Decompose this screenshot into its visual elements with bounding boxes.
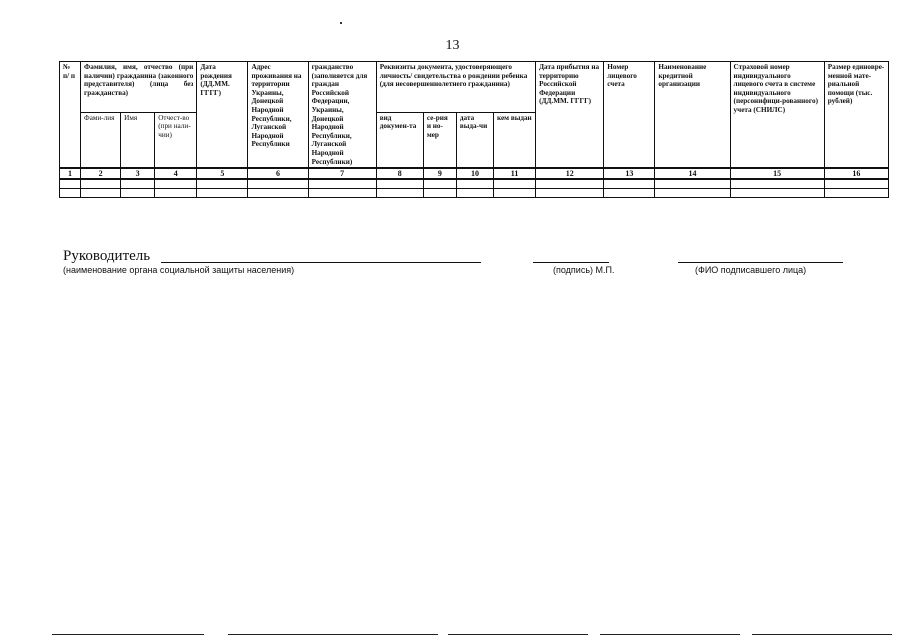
page-number: 13 bbox=[445, 38, 460, 53]
registry-table bbox=[59, 61, 889, 198]
table-cell-empty bbox=[456, 189, 493, 198]
table-cell-empty bbox=[730, 179, 824, 189]
column-number: 14 bbox=[655, 168, 730, 179]
header-cell-bank-name: Наименование кредитной организации bbox=[655, 62, 730, 169]
header-cell-surname: Фами-лия bbox=[81, 112, 121, 168]
table-cell-empty bbox=[824, 189, 888, 198]
table-cell-empty bbox=[376, 189, 423, 198]
scan-speck bbox=[340, 22, 342, 24]
column-number: 12 bbox=[536, 168, 604, 179]
column-number: 11 bbox=[493, 168, 535, 179]
header-row-top bbox=[60, 62, 889, 113]
header-cell-doc-type: вид докумен-та bbox=[376, 112, 423, 168]
table-cell-empty bbox=[121, 189, 155, 198]
table-row-empty bbox=[60, 189, 889, 198]
table-cell-empty bbox=[730, 189, 824, 198]
fio-line bbox=[678, 262, 843, 263]
head-title: Руководитель bbox=[63, 248, 151, 264]
header-cell-doc-date: дата выда-чи bbox=[456, 112, 493, 168]
column-number: 15 bbox=[730, 168, 824, 179]
org-name-caption: (наименование органа социальной защиты населения) bbox=[63, 265, 295, 275]
column-number: 13 bbox=[604, 168, 655, 179]
header-cell-address: Адрес проживания на территории Украины, Донецкой Народной Республики, Луганской Народной Республики bbox=[248, 62, 308, 169]
column-number: 5 bbox=[197, 168, 248, 179]
table-cell-empty bbox=[423, 179, 456, 189]
table-cell-empty bbox=[536, 189, 604, 198]
column-number: 1 bbox=[60, 168, 81, 179]
fio-caption: (ФИО подписавшего лица) bbox=[695, 265, 807, 275]
header-cell-doc-series: се-рия и но-мер bbox=[423, 112, 456, 168]
column-number: 9 bbox=[423, 168, 456, 179]
footer-rule bbox=[448, 634, 588, 635]
column-number: 16 bbox=[824, 168, 888, 179]
header-cell-snils: Страховой номер индивидуального лицевого счета в системе индивидуального (персонифици-рованного) учета (СНИЛС) bbox=[730, 62, 824, 169]
table-cell-empty bbox=[121, 179, 155, 189]
table-cell-empty bbox=[604, 189, 655, 198]
table-cell-empty bbox=[248, 179, 308, 189]
column-number: 2 bbox=[81, 168, 121, 179]
table-row-empty bbox=[60, 179, 889, 189]
table-cell-empty bbox=[197, 189, 248, 198]
header-cell-patronymic: Отчест-во (при нали-чии) bbox=[155, 112, 197, 168]
column-number: 10 bbox=[456, 168, 493, 179]
table-cell-empty bbox=[81, 179, 121, 189]
table-cell-empty bbox=[376, 179, 423, 189]
header-cell-account-number: Номер лицевого счета bbox=[604, 62, 655, 169]
footer-rule bbox=[600, 634, 740, 635]
table-cell-empty bbox=[423, 189, 456, 198]
table-cell-empty bbox=[197, 179, 248, 189]
column-number: 6 bbox=[248, 168, 308, 179]
column-number: 7 bbox=[308, 168, 376, 179]
header-cell-document: Реквизиты документа, удостоверяющего личность/ свидетельства о рождении ребенка (для несовершеннолетнего гражданина) bbox=[376, 62, 535, 113]
table-cell-empty bbox=[155, 179, 197, 189]
footer-rule bbox=[52, 634, 204, 635]
signature-caption: (подпись) М.П. bbox=[553, 265, 615, 275]
table-cell-empty bbox=[81, 189, 121, 198]
column-number: 8 bbox=[376, 168, 423, 179]
table-cell-empty bbox=[824, 179, 888, 189]
header-cell-doc-issuer: кем выдан bbox=[493, 112, 535, 168]
column-number: 4 bbox=[155, 168, 197, 179]
table-cell-empty bbox=[655, 179, 730, 189]
footer-rule bbox=[228, 634, 438, 635]
column-number: 3 bbox=[121, 168, 155, 179]
table-cell-empty bbox=[60, 179, 81, 189]
table-cell-empty bbox=[155, 189, 197, 198]
signature-line bbox=[533, 262, 609, 263]
column-number-row bbox=[60, 168, 889, 179]
header-cell-birthdate: Дата рождения (ДД.ММ. ГГГГ) bbox=[197, 62, 248, 169]
table-cell-empty bbox=[308, 179, 376, 189]
table-cell-empty bbox=[456, 179, 493, 189]
footer-rule bbox=[752, 634, 892, 635]
table-cell-empty bbox=[493, 179, 535, 189]
table-cell-empty bbox=[536, 179, 604, 189]
header-cell-fullname: Фамилия, имя, отчество (при наличии) гражданина (законного представителя) (лица без гражданства) bbox=[81, 62, 197, 113]
table-cell-empty bbox=[604, 179, 655, 189]
header-cell-aid-amount: Размер единовре-менной мате-риальной помощи (тыс. рублей) bbox=[824, 62, 888, 169]
header-cell-arrival-date: Дата прибытия на территорию Российской Федерации (ДД.ММ. ГГГГ) bbox=[536, 62, 604, 169]
table-cell-empty bbox=[493, 189, 535, 198]
table-cell-empty bbox=[248, 189, 308, 198]
table-cell-empty bbox=[60, 189, 81, 198]
org-name-line bbox=[161, 262, 481, 263]
header-cell-citizenship: гражданство (заполняется для граждан Российской Федерации, Украины, Донецкой Народной Республики, Луганской Народной Республики) bbox=[308, 62, 376, 169]
table-cell-empty bbox=[655, 189, 730, 198]
table-cell-empty bbox=[308, 189, 376, 198]
header-cell-number: № п/ п bbox=[60, 62, 81, 169]
header-cell-name: Имя bbox=[121, 112, 155, 168]
